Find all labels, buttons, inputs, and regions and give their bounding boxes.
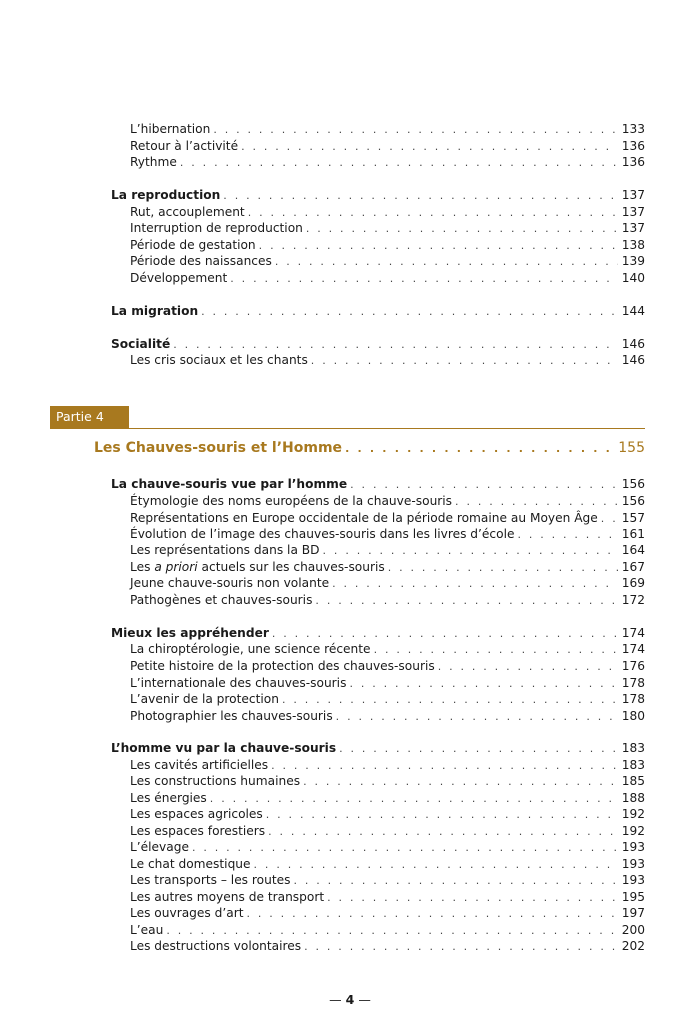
toc-entry[interactable] bbox=[130, 204, 645, 221]
leader-dots bbox=[311, 352, 618, 369]
toc-entry-page: 137 bbox=[621, 205, 645, 219]
toc-entry-page: 188 bbox=[621, 791, 645, 805]
toc-entry[interactable] bbox=[130, 542, 645, 559]
toc-entry[interactable] bbox=[130, 237, 645, 254]
toc-entry-page: 193 bbox=[621, 873, 645, 887]
toc-row bbox=[0, 154, 700, 171]
toc-entry-title: Rut, accouplement bbox=[130, 205, 245, 219]
toc-entry-page: 202 bbox=[621, 939, 645, 953]
toc-entry-title: Représentations en Europe occidentale de la période romaine au Moyen Âge bbox=[130, 511, 598, 525]
toc-entry-page: 146 bbox=[621, 353, 645, 367]
leader-dots bbox=[230, 270, 617, 287]
toc-row bbox=[0, 303, 700, 320]
toc-row bbox=[0, 905, 700, 922]
leader-dots bbox=[517, 526, 617, 543]
toc-entry[interactable] bbox=[130, 757, 645, 774]
toc-entry-title: Interruption de reproduction bbox=[130, 221, 303, 235]
toc-row bbox=[0, 220, 700, 237]
toc-entry-page: 161 bbox=[621, 527, 645, 541]
toc-entry[interactable] bbox=[130, 121, 645, 138]
toc-entry-page: 180 bbox=[621, 709, 645, 723]
toc-entry-page: 197 bbox=[621, 906, 645, 920]
toc-entry-title: Les autres moyens de transport bbox=[130, 890, 325, 904]
leader-dots bbox=[268, 823, 618, 840]
toc-row bbox=[0, 493, 700, 510]
toc-row bbox=[0, 938, 700, 955]
toc-entry[interactable] bbox=[130, 823, 645, 840]
toc-entry-title: Période de gestation bbox=[130, 238, 256, 252]
leader-dots bbox=[241, 138, 618, 155]
toc-row bbox=[0, 922, 700, 939]
toc-entry-title: Photographier les chauves-souris bbox=[130, 709, 333, 723]
leader-dots bbox=[303, 773, 618, 790]
toc-entry[interactable] bbox=[130, 253, 645, 270]
toc-section-entry[interactable] bbox=[111, 740, 645, 757]
toc-entry-title bbox=[130, 559, 388, 576]
title-part: actuels sur les chauves-souris bbox=[197, 560, 385, 574]
toc-row bbox=[0, 889, 700, 906]
toc-entry-title: L’homme vu par la chauve-souris bbox=[111, 741, 337, 755]
leader-dots bbox=[315, 592, 617, 609]
toc-entry-page: 195 bbox=[621, 890, 645, 904]
toc-entry-page: 192 bbox=[621, 807, 645, 821]
leader-dots bbox=[339, 740, 618, 757]
toc-row bbox=[0, 773, 700, 790]
toc-entry-page: 174 bbox=[621, 626, 645, 640]
toc-entry-title: Les énergies bbox=[130, 791, 207, 805]
toc-entry[interactable] bbox=[130, 559, 645, 576]
toc-entry[interactable] bbox=[130, 675, 645, 692]
toc-row bbox=[0, 872, 700, 889]
toc-row bbox=[0, 542, 700, 559]
toc-row bbox=[0, 270, 700, 287]
toc-entry-title: L’élevage bbox=[130, 840, 189, 854]
leader-dots bbox=[323, 542, 618, 559]
title-italic-part: a priori bbox=[154, 560, 198, 574]
toc-entry-title: Les constructions humaines bbox=[130, 774, 301, 788]
toc-entry-page: 193 bbox=[621, 857, 645, 871]
leader-dots bbox=[327, 889, 618, 906]
part-title: Les Chauves-souris et l’Homme bbox=[94, 440, 343, 456]
toc-entry[interactable] bbox=[130, 352, 645, 369]
leader-dots bbox=[282, 691, 618, 708]
toc-entry[interactable] bbox=[130, 773, 645, 790]
toc-row bbox=[0, 675, 700, 692]
leader-dots bbox=[272, 625, 618, 642]
toc-row bbox=[0, 740, 700, 757]
toc-row bbox=[0, 237, 700, 254]
leader-dots bbox=[304, 938, 618, 955]
toc-entry-title: Pathogènes et chauves-souris bbox=[130, 593, 313, 607]
part-label: Partie 4 bbox=[50, 406, 129, 428]
leader-dots bbox=[455, 493, 618, 510]
leader-dots bbox=[266, 806, 618, 823]
toc-entry-page: 144 bbox=[621, 304, 645, 318]
leader-dots bbox=[388, 559, 618, 576]
toc-section-entry[interactable] bbox=[111, 625, 645, 642]
toc-entry-title: Étymologie des noms européens de la chauve-souris bbox=[130, 494, 453, 508]
toc-row bbox=[0, 757, 700, 774]
toc-section-entry[interactable] bbox=[111, 187, 645, 204]
toc-entry[interactable] bbox=[130, 575, 645, 592]
toc-entry-title: Les cris sociaux et les chants bbox=[130, 353, 308, 367]
leader-dots bbox=[345, 439, 614, 459]
toc-entry-title: Les représentations dans la BD bbox=[130, 543, 320, 557]
toc-entry[interactable] bbox=[130, 510, 645, 527]
toc-entry-title: Retour à l’activité bbox=[130, 139, 239, 153]
toc-entry-title: Les cavités artificielles bbox=[130, 758, 269, 772]
leader-dots bbox=[332, 575, 618, 592]
toc-row bbox=[0, 641, 700, 658]
part-page: 155 bbox=[618, 440, 645, 456]
toc-entry-title: Les espaces forestiers bbox=[130, 824, 266, 838]
toc-entry-page: 200 bbox=[621, 923, 645, 937]
toc-row bbox=[0, 187, 700, 204]
toc-row bbox=[0, 575, 700, 592]
leader-dots bbox=[247, 905, 618, 922]
toc-row bbox=[0, 438, 700, 458]
toc-entry-page: 140 bbox=[621, 271, 645, 285]
toc-row bbox=[0, 138, 700, 155]
leader-dots bbox=[601, 510, 618, 527]
toc-entry-title: L’internationale des chauves-souris bbox=[130, 676, 347, 690]
toc-entry[interactable] bbox=[130, 806, 645, 823]
leader-dots bbox=[271, 757, 618, 774]
toc-entry-page: 172 bbox=[621, 593, 645, 607]
toc-section-entry[interactable] bbox=[111, 336, 645, 353]
toc-entry-title: Les transports – les routes bbox=[130, 873, 291, 887]
toc-entry-page: 164 bbox=[621, 543, 645, 557]
leader-dots bbox=[248, 204, 618, 221]
leader-dots bbox=[259, 237, 618, 254]
toc-row bbox=[0, 526, 700, 543]
toc-entry-page: 136 bbox=[621, 139, 645, 153]
leader-dots bbox=[210, 790, 618, 807]
toc-row bbox=[0, 806, 700, 823]
toc-entry[interactable] bbox=[130, 592, 645, 609]
leader-dots bbox=[306, 220, 618, 237]
toc-entry-page: 178 bbox=[621, 676, 645, 690]
toc-entry-title: Les destructions volontaires bbox=[130, 939, 302, 953]
toc-entry[interactable] bbox=[130, 220, 645, 237]
toc-entry-page: 133 bbox=[621, 122, 645, 136]
leader-dots bbox=[275, 253, 618, 270]
toc-row bbox=[0, 625, 700, 642]
toc-row bbox=[0, 658, 700, 675]
toc-row bbox=[0, 253, 700, 270]
toc-section-entry[interactable] bbox=[111, 303, 645, 320]
toc-entry-page: 178 bbox=[621, 692, 645, 706]
part-divider bbox=[50, 428, 645, 429]
toc-entry-page: 183 bbox=[621, 758, 645, 772]
toc-entry-title: Jeune chauve-souris non volante bbox=[130, 576, 330, 590]
toc-entry[interactable] bbox=[130, 658, 645, 675]
part-title-entry[interactable] bbox=[94, 438, 645, 459]
toc-entry-title: Rythme bbox=[130, 155, 177, 169]
toc-entry-title: Socialité bbox=[111, 337, 171, 351]
toc-entry-page: 156 bbox=[621, 494, 645, 508]
toc-entry-page: 137 bbox=[621, 188, 645, 202]
toc-entry[interactable] bbox=[130, 938, 645, 955]
toc-row bbox=[0, 592, 700, 609]
footer-dash: — bbox=[329, 992, 342, 1007]
footer-dash: — bbox=[358, 992, 371, 1007]
toc-entry[interactable] bbox=[130, 905, 645, 922]
leader-dots bbox=[201, 303, 618, 320]
toc-entry[interactable] bbox=[130, 708, 645, 725]
toc-entry-page: 139 bbox=[621, 254, 645, 268]
toc-entry-title: L’eau bbox=[130, 923, 164, 937]
toc-entry-page: 169 bbox=[621, 576, 645, 590]
leader-dots bbox=[336, 708, 618, 725]
toc-entry[interactable] bbox=[130, 839, 645, 856]
toc-entry[interactable] bbox=[130, 790, 645, 807]
leader-dots bbox=[349, 675, 617, 692]
toc-entry[interactable] bbox=[130, 493, 645, 510]
toc-entry-page: 136 bbox=[621, 155, 645, 169]
toc-entry-title: La reproduction bbox=[111, 188, 221, 202]
toc-entry-title: La chiroptérologie, une science récente bbox=[130, 642, 371, 656]
toc-entry-page: 167 bbox=[621, 560, 645, 574]
toc-entry-title: Les espaces agricoles bbox=[130, 807, 263, 821]
toc-entry-page: 138 bbox=[621, 238, 645, 252]
leader-dots bbox=[223, 187, 617, 204]
leader-dots bbox=[374, 641, 618, 658]
toc-row bbox=[0, 856, 700, 873]
leader-dots bbox=[254, 856, 618, 873]
leader-dots bbox=[293, 872, 617, 889]
toc-section-entry[interactable] bbox=[111, 476, 645, 493]
toc-entry-title: La migration bbox=[111, 304, 199, 318]
toc-entry[interactable] bbox=[130, 872, 645, 889]
toc-entry[interactable] bbox=[130, 641, 645, 658]
toc-row bbox=[0, 121, 700, 138]
toc-row bbox=[0, 708, 700, 725]
toc-row bbox=[0, 204, 700, 221]
toc-entry-title: L’avenir de la protection bbox=[130, 692, 279, 706]
toc-entry[interactable] bbox=[130, 691, 645, 708]
toc-row bbox=[0, 336, 700, 353]
toc-entry-page: 157 bbox=[621, 511, 645, 525]
toc-entry[interactable] bbox=[130, 922, 645, 939]
toc-entry-title: Période des naissances bbox=[130, 254, 272, 268]
leader-dots bbox=[192, 839, 618, 856]
toc-entry-page: 185 bbox=[621, 774, 645, 788]
toc-entry-page: 137 bbox=[621, 221, 645, 235]
toc-entry-title: Mieux les appréhender bbox=[111, 626, 269, 640]
toc-row bbox=[0, 559, 700, 576]
toc-entry-page: 146 bbox=[621, 337, 645, 351]
page-number: 4 bbox=[345, 992, 355, 1007]
toc-entry-title: L’hibernation bbox=[130, 122, 211, 136]
toc-entry-page: 176 bbox=[621, 659, 645, 673]
toc-entry[interactable] bbox=[130, 856, 645, 873]
toc-entry-title: Le chat domestique bbox=[130, 857, 251, 871]
toc-entry-page: 192 bbox=[621, 824, 645, 838]
toc-entry-page: 156 bbox=[621, 477, 645, 491]
toc-entry-page: 193 bbox=[621, 840, 645, 854]
leader-dots bbox=[173, 336, 618, 353]
toc-entry-title: La chauve-souris vue par l’homme bbox=[111, 477, 348, 491]
toc-entry-title: Développement bbox=[130, 271, 228, 285]
toc-entry-title: Évolution de l’image des chauves-souris dans les livres d’école bbox=[130, 527, 515, 541]
title-part: Les bbox=[130, 560, 155, 574]
leader-dots bbox=[166, 922, 617, 939]
toc-entry[interactable] bbox=[130, 138, 645, 155]
toc-entry[interactable] bbox=[130, 889, 645, 906]
toc-entry-page: 174 bbox=[621, 642, 645, 656]
leader-dots bbox=[213, 121, 617, 138]
toc-row bbox=[0, 352, 700, 369]
toc-entry-title: Les ouvrages d’art bbox=[130, 906, 244, 920]
toc-row bbox=[0, 510, 700, 527]
leader-dots bbox=[350, 476, 618, 493]
leader-dots bbox=[180, 154, 618, 171]
toc-row bbox=[0, 839, 700, 856]
leader-dots bbox=[438, 658, 618, 675]
toc-row bbox=[0, 823, 700, 840]
toc-entry[interactable] bbox=[130, 154, 645, 171]
toc-row bbox=[0, 476, 700, 493]
toc-entry[interactable] bbox=[130, 526, 645, 543]
toc-entry-title: Petite histoire de la protection des chauves-souris bbox=[130, 659, 435, 673]
toc-row bbox=[0, 691, 700, 708]
page-footer bbox=[0, 992, 700, 1007]
toc-entry[interactable] bbox=[130, 270, 645, 287]
toc-entry-page: 183 bbox=[621, 741, 645, 755]
toc-row bbox=[0, 790, 700, 807]
